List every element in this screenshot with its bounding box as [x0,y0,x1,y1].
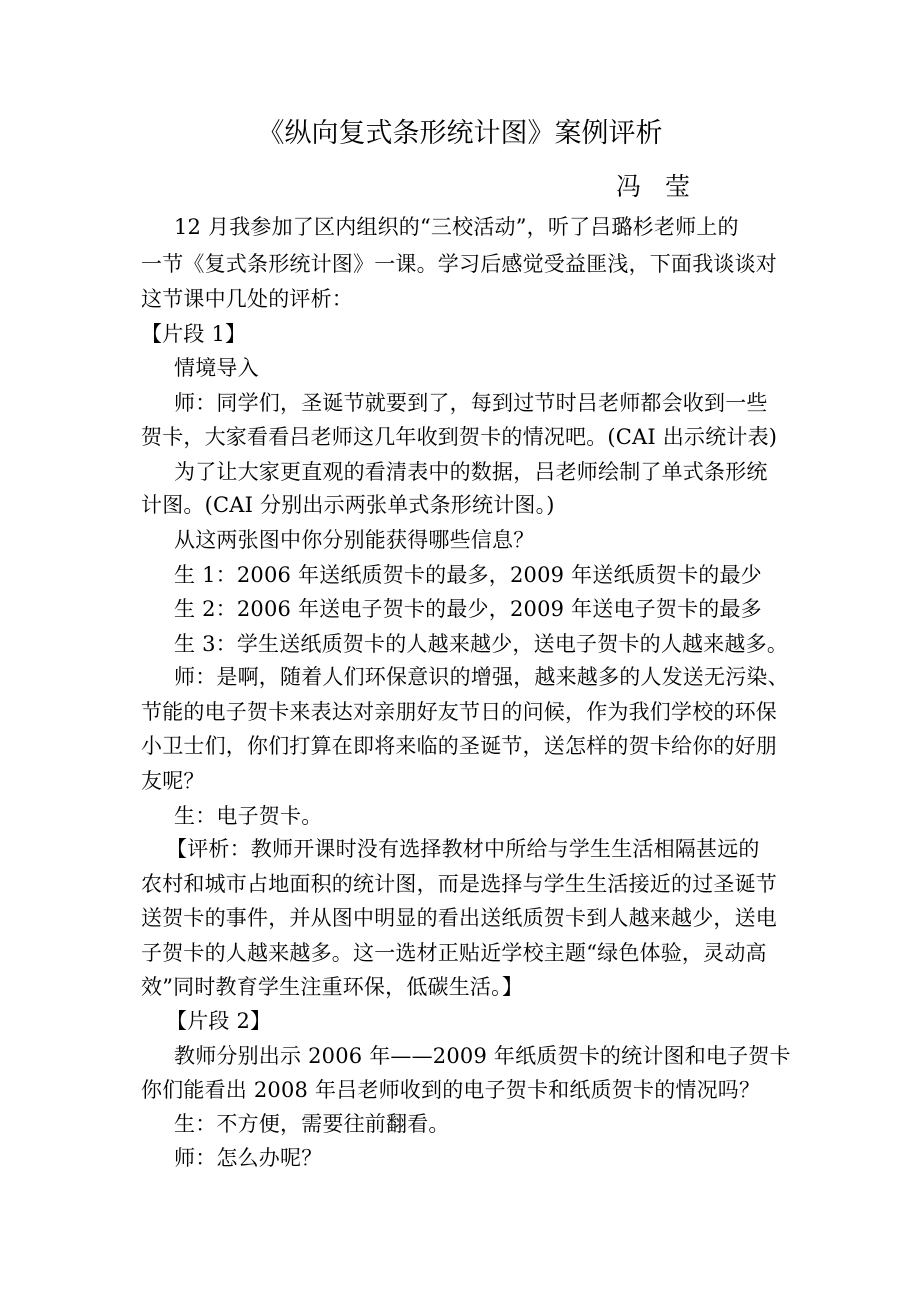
paragraph-line: 【评析：教师开课时没有选择教材中所给与学生生活相隔甚远的 [166,837,760,861]
paragraph-line: 生 2：2006 年送电子贺卡的最少，2009 年送电子贺卡的最多 [174,597,762,621]
document-author: 冯 莹 [616,172,698,201]
paragraph-line: 效”同时教育学生注重环保，低碳生活。】 [141,975,524,999]
paragraph-line: 一节《复式条形统计图》一课。学习后感觉受益匪浅，下面我谈谈对 [141,252,777,276]
paragraph-line: 子贺卡的人越来越多。这一选材正贴近学校主题“绿色体验，灵动高 [141,941,767,965]
paragraph-line: 情境导入 [174,356,259,380]
paragraph-line: 送贺卡的事件，并从图中明显的看出送纸质贺卡到人越来越少，送电 [141,906,777,930]
paragraph-line: 师：怎么办呢？ [174,1146,323,1170]
paragraph-line: 生 1：2006 年送纸质贺卡的最多，2009 年送纸质贺卡的最少 [174,563,762,587]
paragraph-line: 从这两张图中你分别能获得哪些信息？ [174,528,535,552]
paragraph-line: 贺卡，大家看看吕老师这几年收到贺卡的情况吧。(CAI 出示统计表) [141,425,778,449]
paragraph-line: 教师分别出示 2006 年——2009 年纸质贺卡的统计图和电子贺卡 [174,1044,791,1068]
paragraph-line: 师：同学们，圣诞节就要到了，每到过节时吕老师都会收到一些 [174,391,768,415]
paragraph-line: 师：是啊，随着人们环保意识的增强，越来越多的人发送无污染、 [174,665,789,689]
paragraph-line: 节能的电子贺卡来表达对亲朋好友节日的问候，作为我们学校的环保 [141,700,777,724]
section-heading: 【片段 1】 [141,322,247,346]
paragraph-line: 生：电子贺卡。 [174,804,323,828]
paragraph-line: 小卫士们，你们打算在即将来临的圣诞节，送怎样的贺卡给你的好朋 [141,734,777,758]
section-heading: 【片段 2】 [166,1009,272,1033]
paragraph-line: 为了让大家更直观的看清表中的数据，吕老师绘制了单式条形统 [174,460,768,484]
paragraph-line: 计图。(CAI 分别出示两张单式条形统计图。) [141,493,555,517]
paragraph-line: 这节课中几处的评析： [141,287,353,311]
paragraph-line: 12 月我参加了区内组织的“三校活动”，听了吕璐杉老师上的 [174,215,739,239]
paragraph-line: 生 3：学生送纸质贺卡的人越来越少，送电子贺卡的人越来越多。 [174,632,789,656]
document-title: 《纵向复式条形统计图》案例评析 [257,118,663,149]
paragraph-line: 友呢？ [141,769,205,793]
paragraph-line: 你们能看出 2008 年吕老师收到的电子贺卡和纸质贺卡的情况吗？ [141,1078,761,1102]
paragraph-line: 农村和城市占地面积的统计图，而是选择与学生生活接近的过圣诞节 [141,872,777,896]
paragraph-line: 生：不方便，需要往前翻看。 [174,1112,450,1136]
